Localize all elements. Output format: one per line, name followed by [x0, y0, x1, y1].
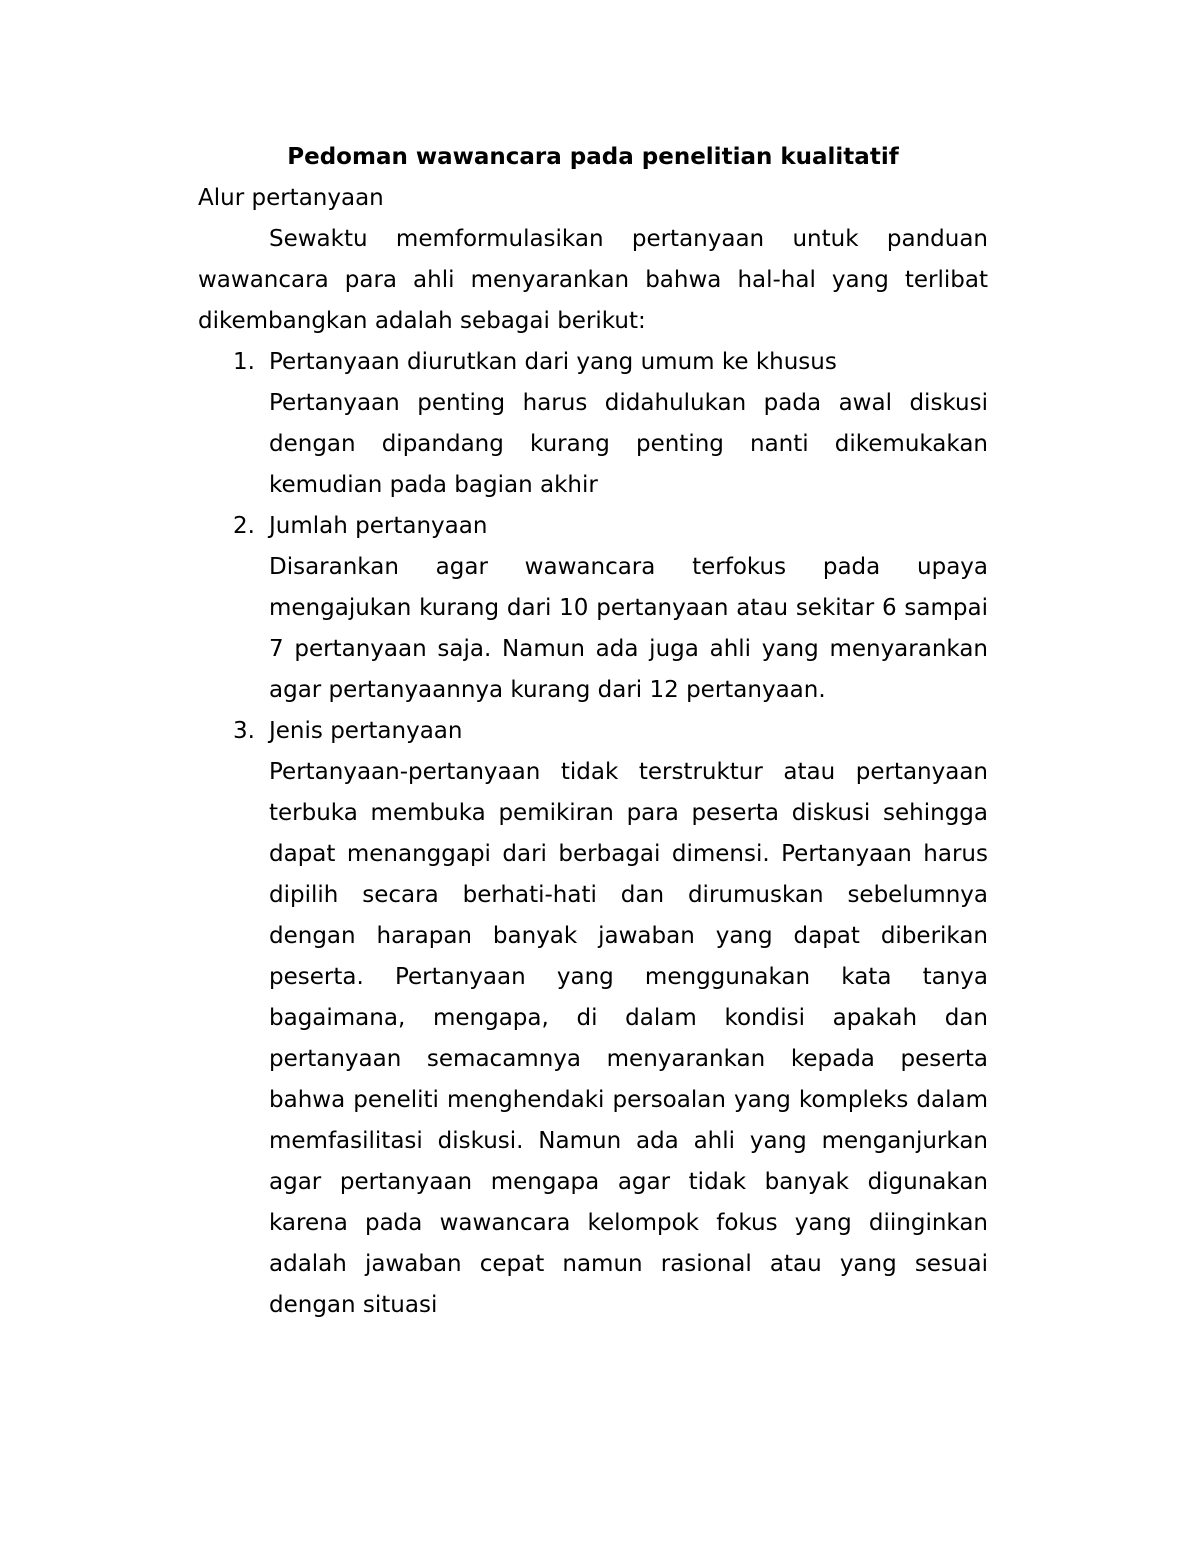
list-item-number: 2. [233, 513, 255, 539]
list-item-title: Jenis pertanyaan [269, 718, 463, 744]
list-item-number: 3. [233, 718, 255, 744]
section-heading: Alur pertanyaan [198, 185, 384, 211]
document-page [198, 137, 988, 1326]
list-item-body: Disarankan agar wawancara terfokus pada upaya mengajukan kurang dari 10 pertanyaan atau sekitar 6 sampai 7 pertanyaan saja. Namun ada juga ahli yang menyarankan agar pertanyaannya kurang dari 12 pertanyaan. [269, 554, 988, 703]
list-item-title: Pertanyaan diurutkan dari yang umum ke khusus [269, 349, 837, 375]
list-item-body: Pertanyaan-pertanyaan tidak terstruktur atau pertanyaan terbuka membuka pemikiran para peserta diskusi sehingga dapat menanggapi dari berbagai dimensi. Pertanyaan harus dipilih secara berhati-hati dan dirumuskan sebelumnya dengan harapan banyak jawaban yang dapat diberikan peserta. Pertanyaan yang menggunakan kata tanya bagaimana, mengapa, di dalam kondisi apakah dan pertanyaan semacamnya menyarankan kepada peserta bahwa peneliti menghendaki persoalan yang kompleks dalam memfasilitasi diskusi. Namun ada ahli yang menganjurkan agar pertanyaan mengapa agar tidak banyak digunakan karena pada wawancara kelompok fokus yang diinginkan adalah jawaban cepat namun rasional atau yang sesuai dengan situasi [269, 759, 988, 1318]
list-item [198, 711, 988, 1326]
list-item-number: 1. [233, 349, 255, 375]
list-item [198, 506, 988, 711]
intro-paragraph: Sewaktu memformulasikan pertanyaan untuk panduan wawancara para ahli menyarankan bahwa hal-hal yang terlibat dikembangkan adalah sebagai berikut: [198, 226, 988, 334]
list-item-body: Pertanyaan penting harus didahulukan pada awal diskusi dengan dipandang kurang penting nanti dikemukakan kemudian pada bagian akhir [269, 390, 988, 498]
list-item-title: Jumlah pertanyaan [269, 513, 488, 539]
numbered-list [198, 342, 988, 1326]
document-title: Pedoman wawancara pada penelitian kualitatif [287, 144, 899, 170]
list-item [198, 342, 988, 506]
